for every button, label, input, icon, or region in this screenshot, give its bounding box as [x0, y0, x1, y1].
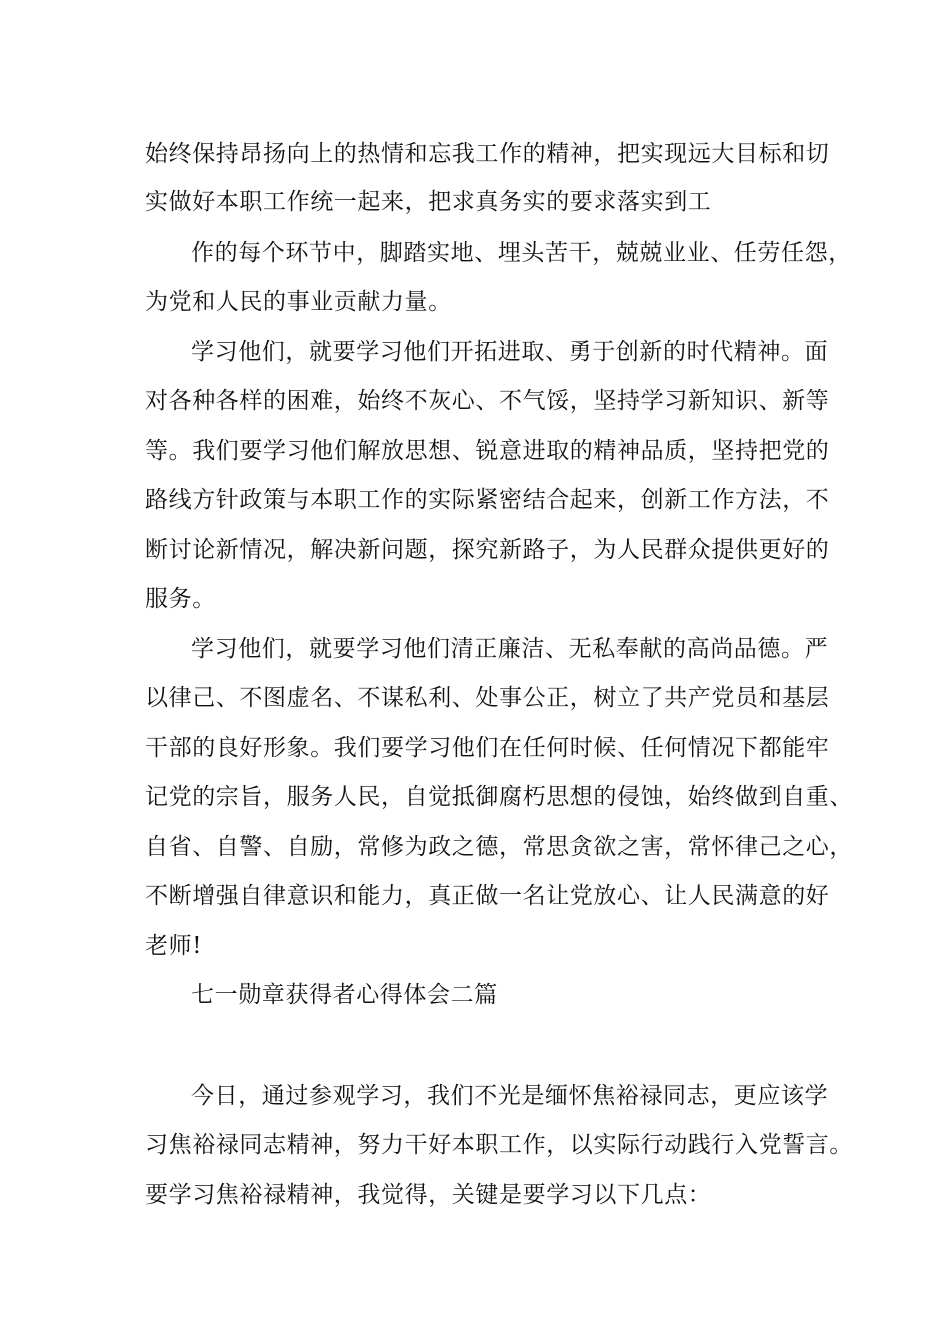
text-line: 今日，通过参观学习，我们不光是缅怀焦裕禄同志，更应该学 [191, 1083, 829, 1109]
text-line: 作的每个环节中，脚踏实地、埋头苦干，兢兢业业、任劳任怨， [191, 240, 852, 266]
text-line: 要学习焦裕禄精神，我觉得，关键是要学习以下几点： [145, 1182, 712, 1208]
text-line: 服务。 [145, 586, 216, 612]
text-line: 学习他们，就要学习他们清正廉洁、无私奉献的高尚品德。严 [191, 636, 829, 662]
text-line: 不断增强自律意识和能力，真正做一名让党放心、让人民满意的好 [145, 883, 830, 909]
text-line: 习焦裕禄同志精神，努力干好本职工作，以实际行动践行入党誓言。 [145, 1132, 853, 1158]
text-line: 以律己、不图虚名、不谋私利、处事公正，树立了共产党员和基层 [145, 685, 830, 711]
text-line: 老师! [145, 933, 203, 959]
text-line: 断讨论新情况，解决新问题，探究新路子，为人民群众提供更好的 [145, 537, 830, 563]
section-heading: 七一勋章获得者心得体会二篇 [191, 982, 498, 1008]
text-line: 实做好本职工作统一起来，把求真务实的要求落实到工 [145, 189, 712, 215]
text-line: 始终保持昂扬向上的热情和忘我工作的精神，把实现远大目标和切 [145, 141, 830, 167]
text-line: 等。我们要学习他们解放思想、锐意进取的精神品质，坚持把党的 [145, 438, 830, 464]
text-line: 对各种各样的困难，始终不灰心、不气馁，坚持学习新知识、新等 [145, 388, 830, 414]
text-line: 为党和人民的事业贡献力量。 [145, 289, 452, 315]
text-line: 记党的宗旨，服务人民，自觉抵御腐朽思想的侵蚀，始终做到自重、 [145, 784, 853, 810]
text-line: 自省、自警、自励，常修为政之德，常思贪欲之害，常怀律己之心， [145, 834, 853, 860]
text-line: 学习他们，就要学习他们开拓进取、勇于创新的时代精神。面 [191, 339, 829, 365]
text-line: 干部的良好形象。我们要学习他们在任何时候、任何情况下都能牢 [145, 735, 830, 761]
text-line: 路线方针政策与本职工作的实际紧密结合起来，创新工作方法，不 [145, 487, 830, 513]
